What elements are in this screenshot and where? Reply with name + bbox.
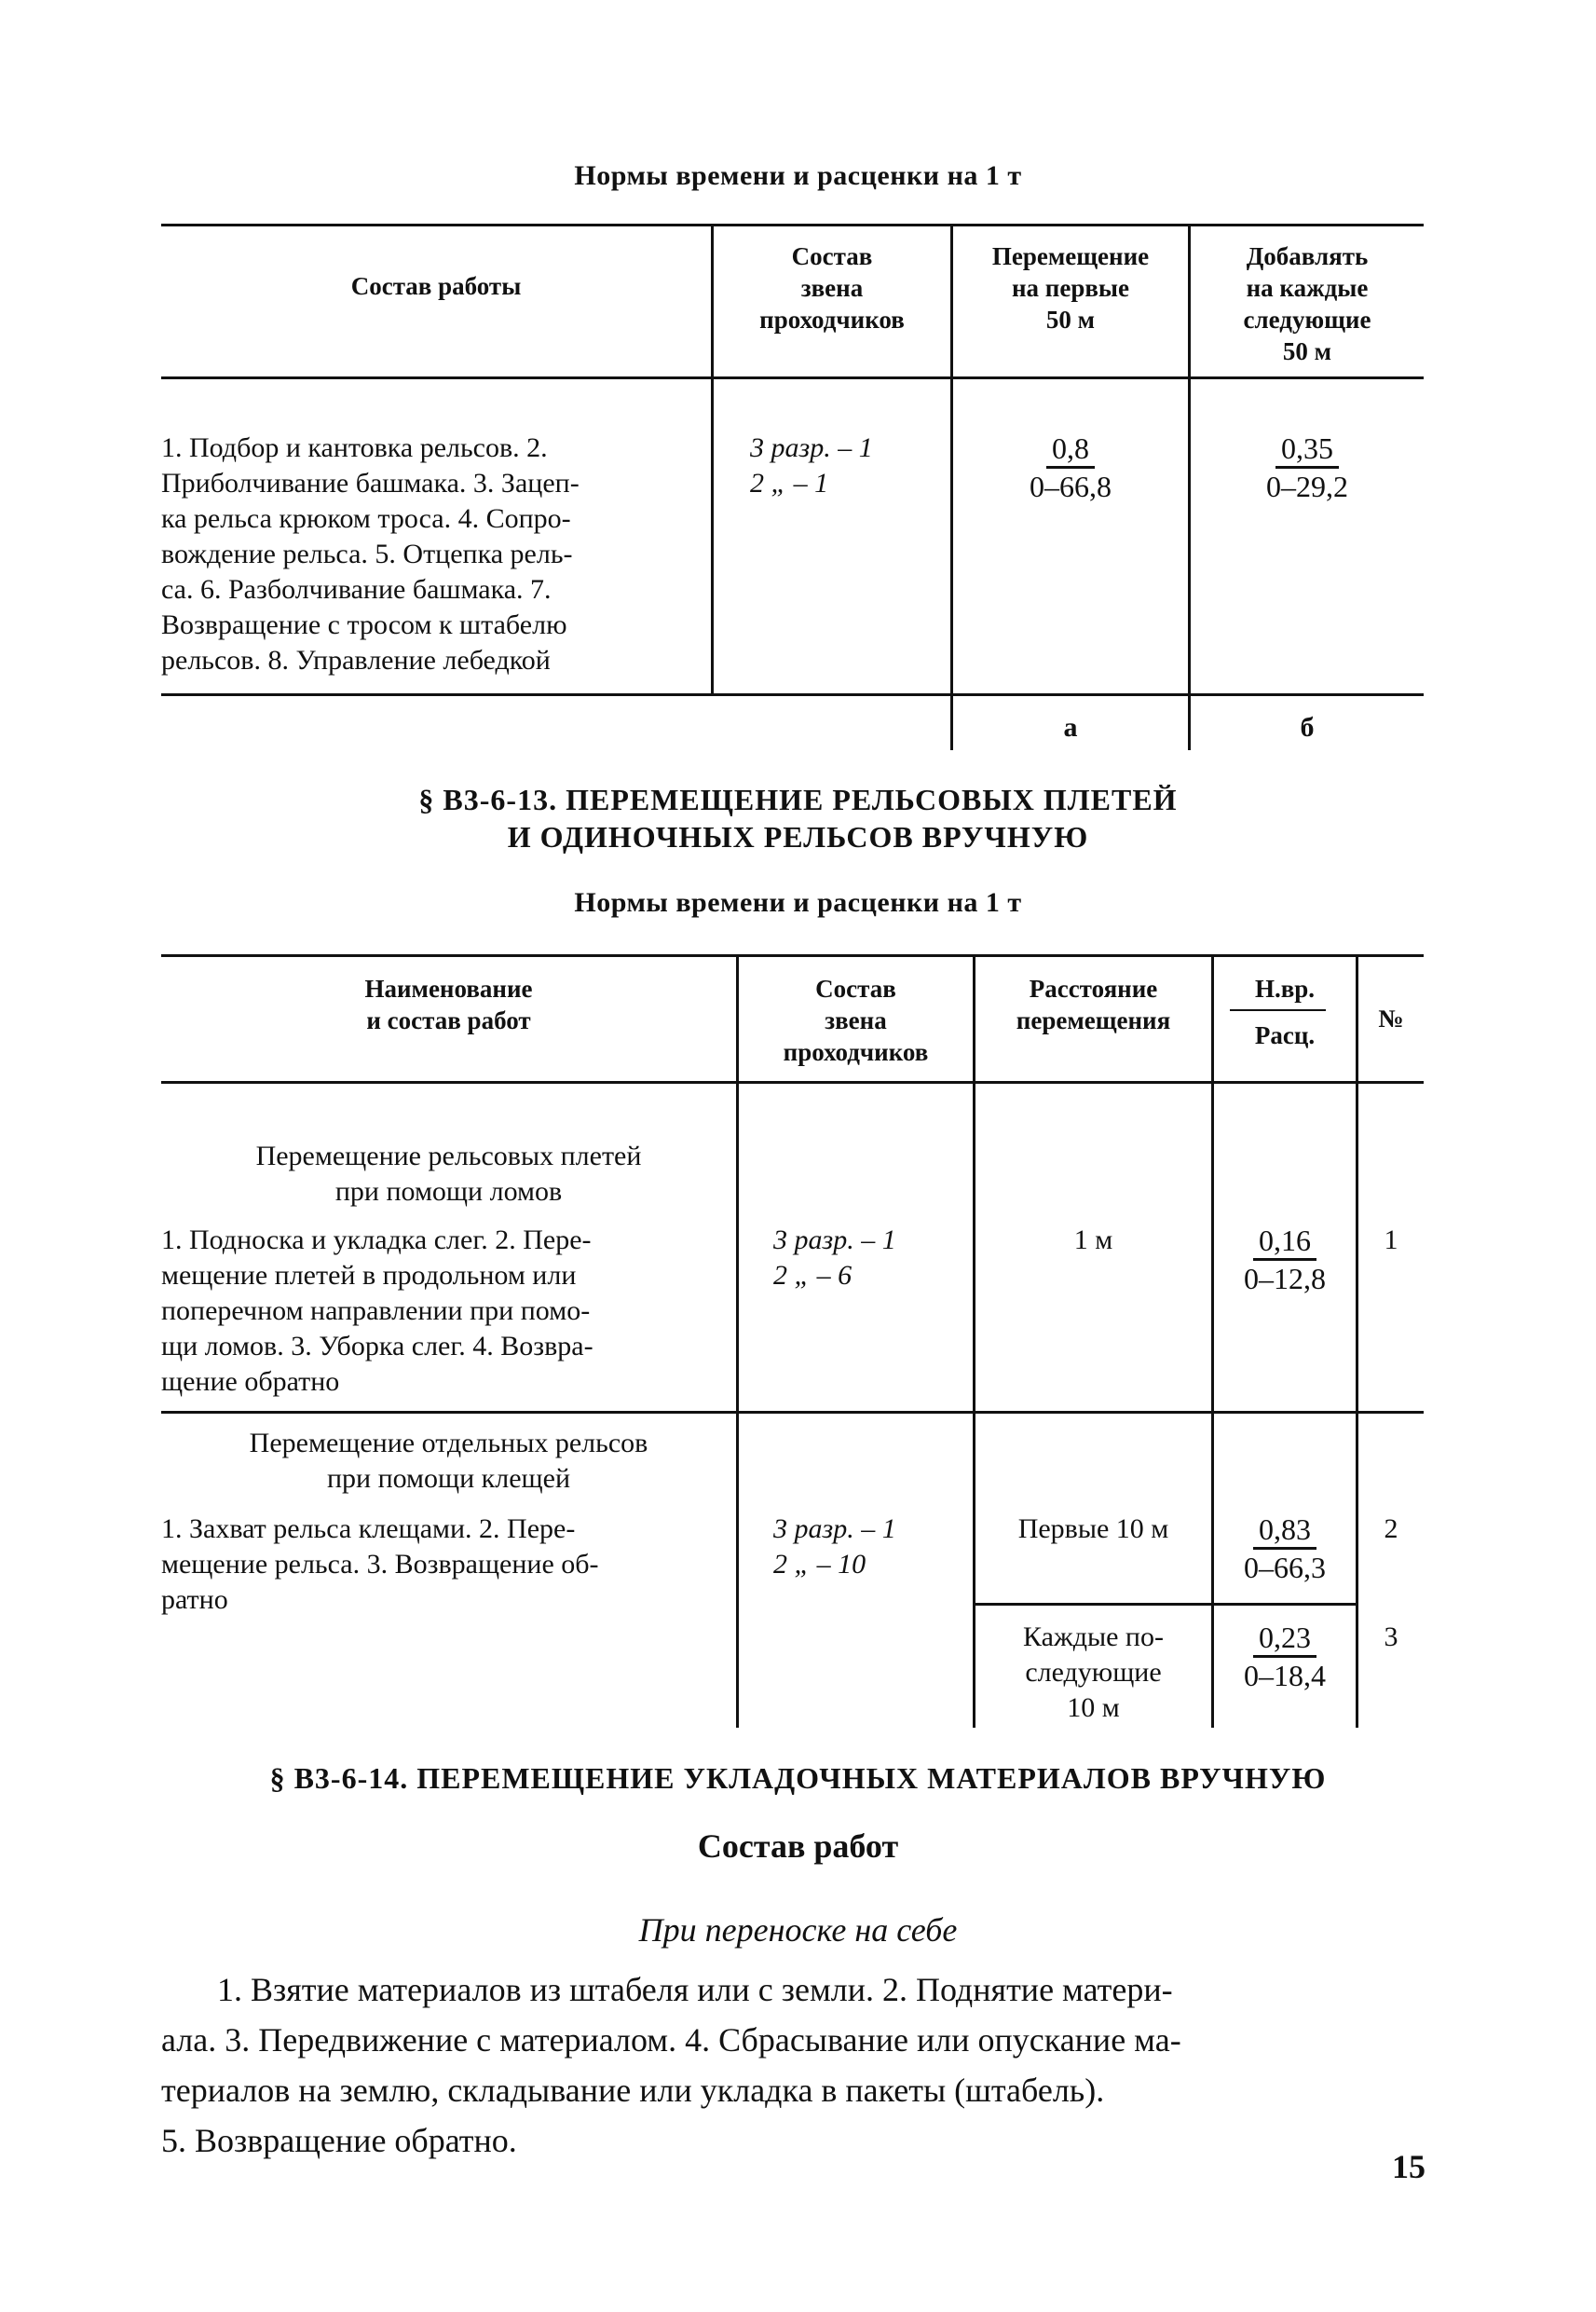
table1-work-description: 1. Подбор и кантовка рельсов. 2. Приболчивание башмака. 3. Зацеп- ка рельса крюком троса. 4. Сопро- вождение рельса. 5. Отцепка рель- са. 6. Разболчивание башмака. 7. Возвращение с тросом к штабелю рельсов. 8. Управление лебедкой bbox=[161, 432, 580, 676]
table2-group1-work: 1. Подноска и укладка слег. 2. Пере- мещение плетей в продольном или поперечном направлении при помо- щи ломов. 3. Уборка слег. 4. Возвра- щение обратно bbox=[161, 1224, 593, 1397]
section14-subtitle: Состав работ bbox=[697, 1827, 899, 1865]
table1-col-letter-b: б bbox=[1300, 712, 1315, 743]
table2-header-work: Наименование и состав работ bbox=[364, 975, 533, 1034]
table1-crew: 3 разр. – 1 2 „ – 1 bbox=[750, 432, 873, 499]
table2-col-divider-3 bbox=[1211, 954, 1214, 1728]
table2-group1-heading: Перемещение рельсовых плетей при помощи ломов bbox=[255, 1141, 642, 1207]
table2-header-number: № bbox=[1378, 1005, 1404, 1033]
table2-header-crew: Состав звена проходчиков bbox=[783, 975, 929, 1066]
page-number: 15 bbox=[1392, 2148, 1425, 2185]
table2-row2-number: 2 bbox=[1384, 1513, 1398, 1544]
section14-paragraph: 1. Взятие материалов из штабеля или с земли. 2. Поднятие матери- ала. 3. Передвижение с материалом. 4. Сбрасывание или опускание ма- териалов на землю, складывание или укладка в пакеты (штабель). 5. Возвращение обратно. bbox=[161, 1971, 1181, 2159]
section14-title: § В3-6-14. ПЕРЕМЕЩЕНИЕ УКЛАДОЧНЫХ МАТЕРИАЛОВ ВРУЧНУЮ bbox=[269, 1761, 1327, 1795]
table2-header-rate: Расц. bbox=[1254, 1021, 1316, 1049]
section13-caption: Нормы времени и расценки на 1 т bbox=[574, 887, 1022, 918]
table1-bottom-rule bbox=[161, 693, 1424, 696]
table2-row3-number: 3 bbox=[1384, 1621, 1398, 1652]
table2-row2-rate: $\frac{0,83}{0-66,3}$ bbox=[1244, 1512, 1326, 1584]
table1-caption: Нормы времени и расценки на 1 т bbox=[574, 160, 1022, 191]
table1-header-first: Перемещение на первые 50 м bbox=[991, 242, 1150, 334]
table2-group1-crew: 3 разр. – 1 2 „ – 6 bbox=[773, 1224, 896, 1291]
table2-col-divider-4 bbox=[1356, 954, 1358, 1728]
table1-header-crew: Состав звена проходчиков bbox=[759, 242, 905, 334]
table2-header-rule bbox=[161, 1081, 1424, 1084]
table2-col-divider-2 bbox=[973, 954, 975, 1728]
table1-header-rule bbox=[161, 376, 1424, 379]
table1-header-next: Добавлять на каждые следующие 50 м bbox=[1243, 242, 1371, 365]
table2-row3-distance: Каждые по- следующие 10 м bbox=[1023, 1621, 1164, 1723]
table1-rate-first: $\frac{0,8}{0-66,8}$ bbox=[1030, 431, 1112, 503]
table1-header-work: Состав работы bbox=[350, 272, 522, 300]
table2-header-frac-rule bbox=[1230, 1009, 1326, 1011]
table2-group2-work: 1. Захват рельса клещами. 2. Пере- мещение рельса. 3. Возвращение об- ратно bbox=[161, 1513, 599, 1615]
table2-col-divider-1 bbox=[736, 954, 739, 1728]
table2-group2-crew: 3 разр. – 1 2 „ – 10 bbox=[773, 1513, 896, 1580]
table2-row1-number: 1 bbox=[1384, 1224, 1398, 1255]
table2-row1-rate: $\frac{0,16}{0-12,8}$ bbox=[1244, 1224, 1326, 1295]
section14-italic-heading: При переноске на себе bbox=[638, 1911, 958, 1949]
table2-row3-rate: $\frac{0,23}{0-18,4}$ bbox=[1244, 1621, 1326, 1692]
table2-group2-heading: Перемещение отдельных рельсов при помощи клещей bbox=[249, 1428, 648, 1494]
table1-top-rule bbox=[161, 224, 1424, 226]
table1-col-letter-a: а bbox=[1063, 712, 1078, 743]
table2-top-rule bbox=[161, 954, 1424, 957]
table2-row1-distance: 1 м bbox=[1073, 1224, 1113, 1255]
table2-header-norm: Н.вр. bbox=[1254, 975, 1316, 1003]
table2-row2-distance: Первые 10 м bbox=[1017, 1513, 1169, 1544]
table1-rate-next: $\frac{0,35}{0-29,2}$ bbox=[1266, 431, 1348, 503]
table2-group-rule bbox=[161, 1411, 1424, 1414]
table2-subrow-rule bbox=[973, 1603, 1358, 1606]
section13-title: § В3-6-13. ПЕРЕМЕЩЕНИЕ РЕЛЬСОВЫХ ПЛЕТЕЙ И ОДИНОЧНЫХ РЕЛЬСОВ ВРУЧНУЮ bbox=[418, 783, 1178, 854]
table2-header-distance: Расстояние перемещения bbox=[1016, 975, 1171, 1034]
